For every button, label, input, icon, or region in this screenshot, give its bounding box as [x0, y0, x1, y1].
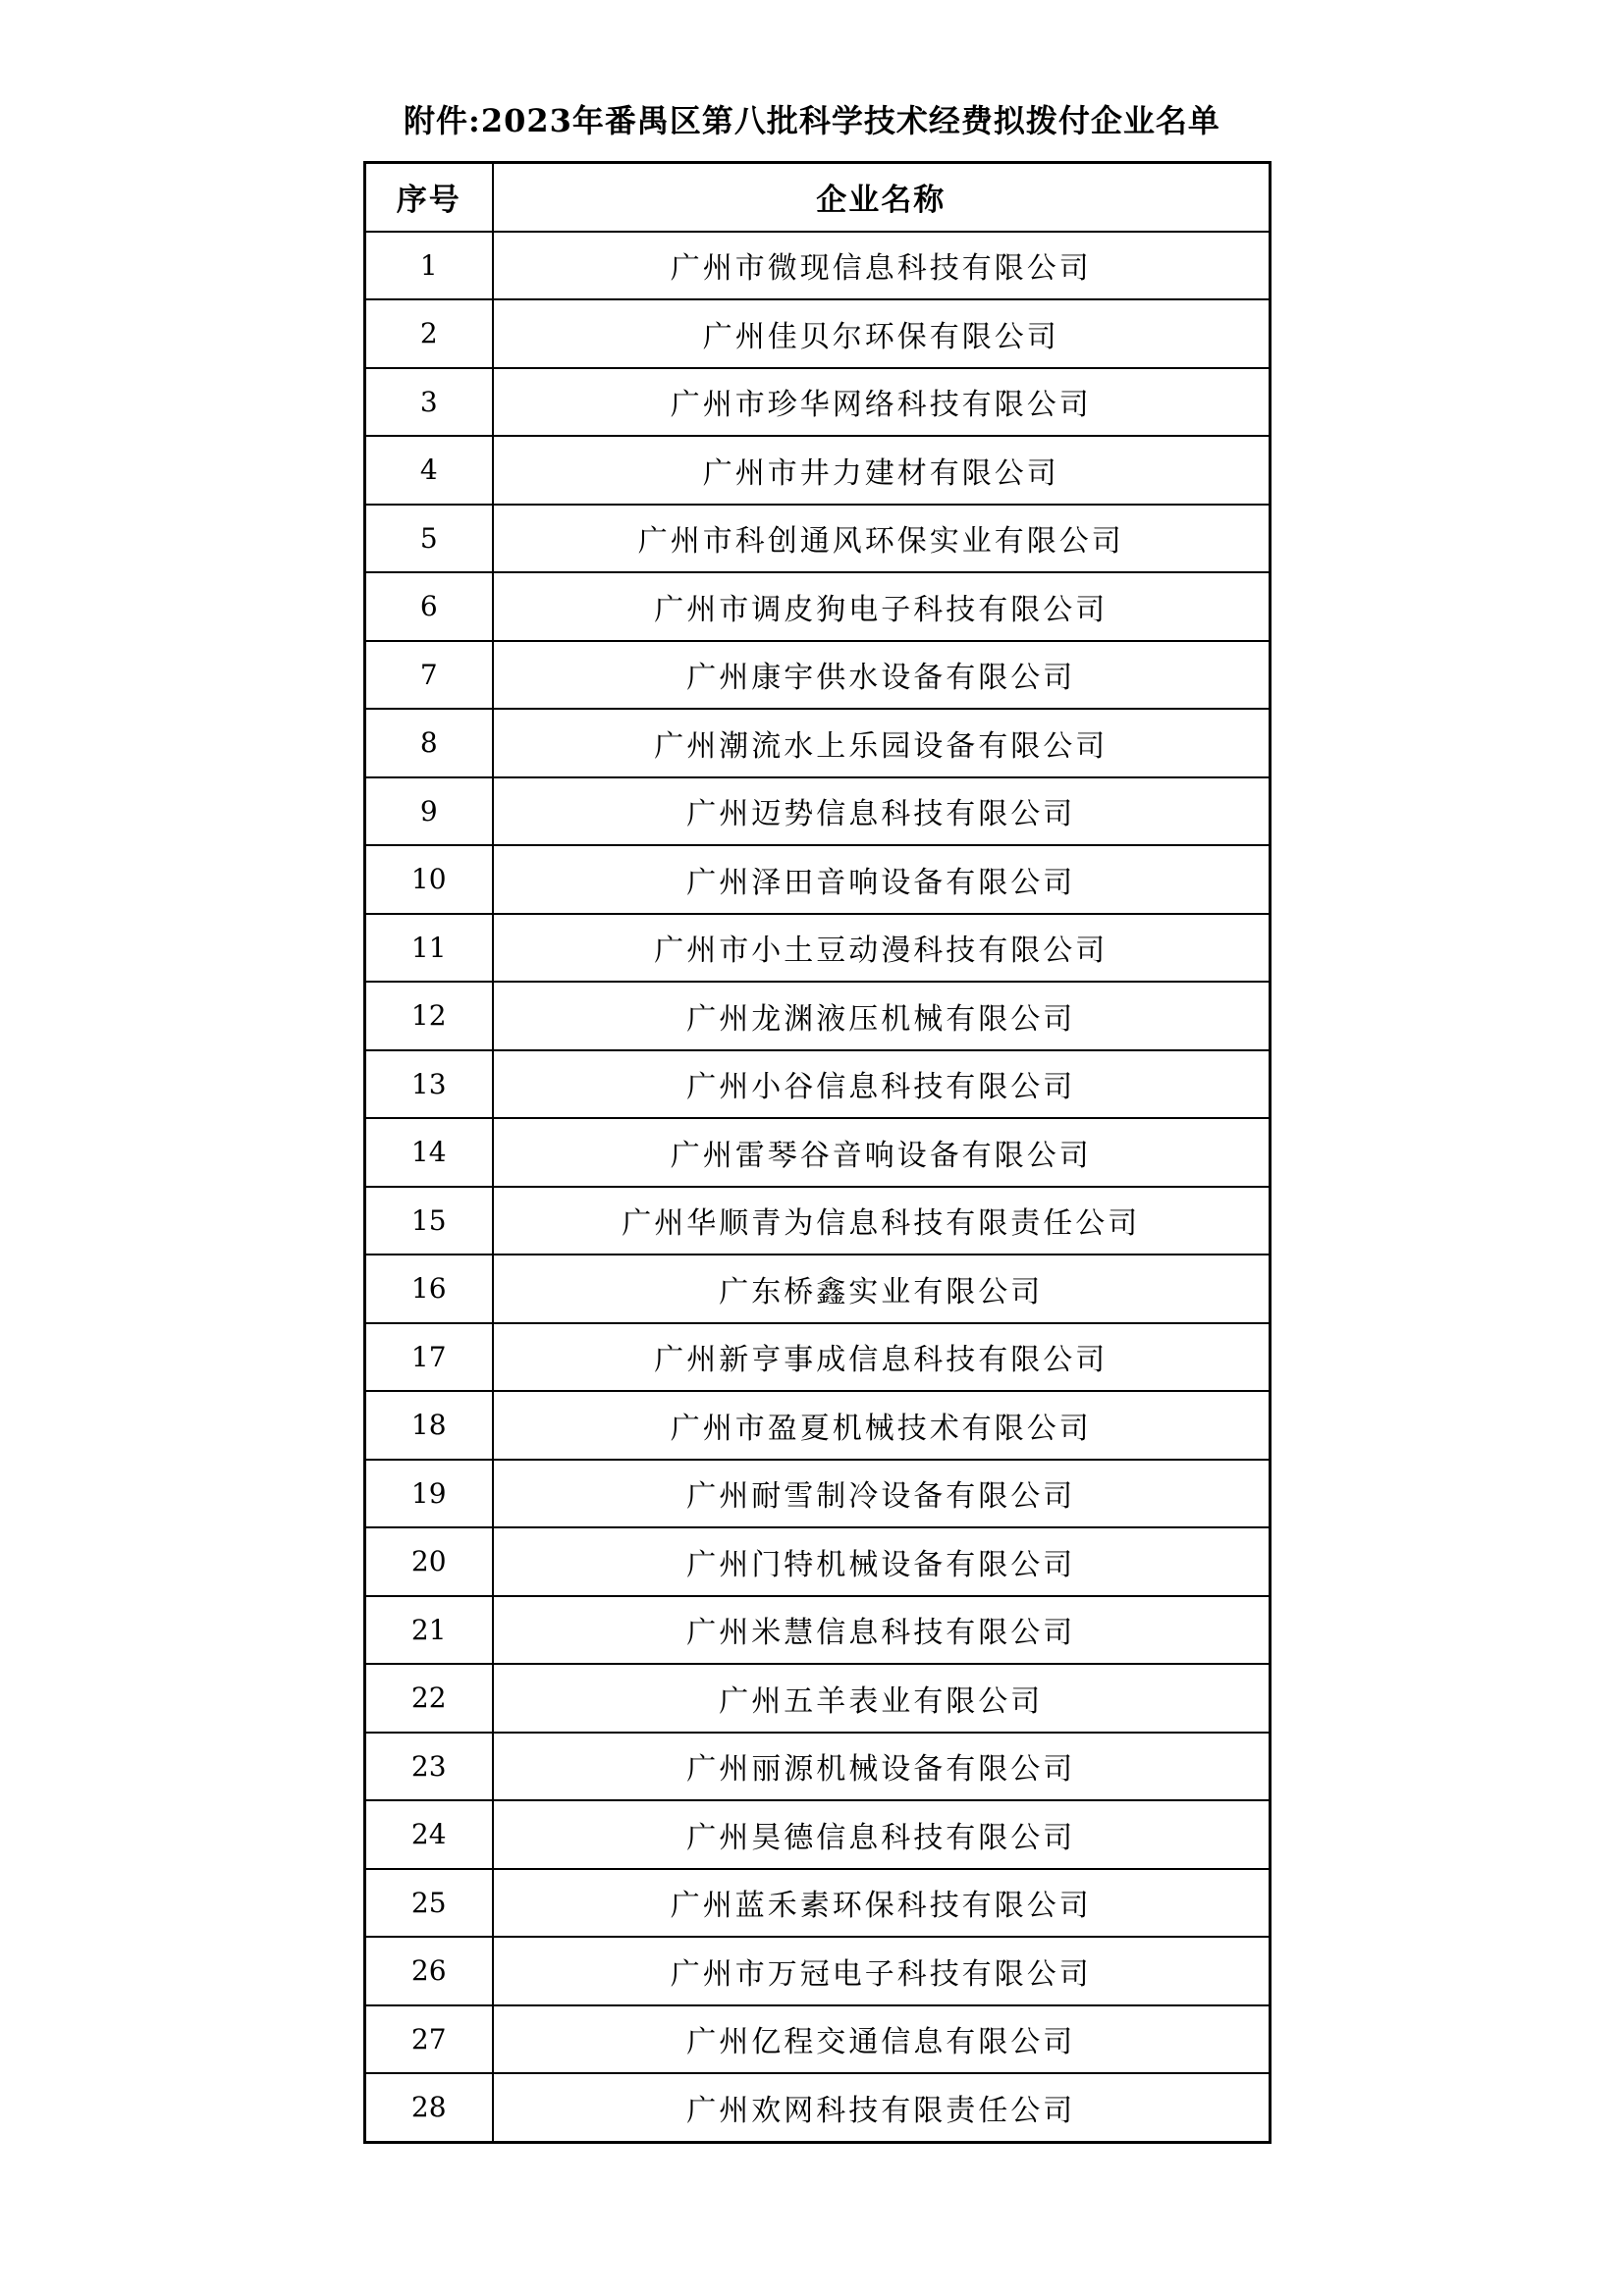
table-row: [365, 1460, 1271, 1528]
row-index: 20: [365, 1527, 493, 1596]
row-index: 15: [365, 1187, 493, 1255]
row-index: 22: [365, 1664, 493, 1733]
table-row: [365, 914, 1271, 983]
row-index: 25: [365, 1869, 493, 1938]
table-row: [365, 1937, 1271, 2005]
row-index: 12: [365, 982, 493, 1050]
table-row: [365, 1323, 1271, 1392]
row-index: 24: [365, 1800, 493, 1869]
table-row: [365, 232, 1271, 300]
table-row: [365, 1527, 1271, 1596]
company-name: 广州市盈夏机械技术有限公司: [493, 1391, 1271, 1460]
company-name: 广州龙渊液压机械有限公司: [493, 982, 1271, 1050]
table-row: [365, 641, 1271, 710]
company-name: 广州市万冠电子科技有限公司: [493, 1937, 1271, 2005]
company-name: 广东桥鑫实业有限公司: [493, 1255, 1271, 1323]
row-index: 16: [365, 1255, 493, 1323]
header-index: 序号: [365, 163, 493, 232]
company-name: 广州蓝禾素环保科技有限公司: [493, 1869, 1271, 1938]
company-name: 广州门特机械设备有限公司: [493, 1527, 1271, 1596]
company-name: 广州丽源机械设备有限公司: [493, 1733, 1271, 1801]
row-index: 23: [365, 1733, 493, 1801]
table-row: [365, 436, 1271, 505]
row-index: 2: [365, 299, 493, 368]
table-row: [365, 1187, 1271, 1255]
company-name: 广州市科创通风环保实业有限公司: [493, 505, 1271, 573]
company-name: 广州新亨事成信息科技有限公司: [493, 1323, 1271, 1392]
company-name: 广州华顺青为信息科技有限责任公司: [493, 1187, 1271, 1255]
row-index: 19: [365, 1460, 493, 1528]
row-index: 26: [365, 1937, 493, 2005]
company-name: 广州雷琴谷音响设备有限公司: [493, 1118, 1271, 1187]
table-row: [365, 368, 1271, 437]
table-row: [365, 572, 1271, 641]
table-row: [365, 1664, 1271, 1733]
table-row: [365, 299, 1271, 368]
row-index: 7: [365, 641, 493, 710]
row-index: 21: [365, 1596, 493, 1665]
table-row: [365, 982, 1271, 1050]
row-index: 11: [365, 914, 493, 983]
company-name: 广州昊德信息科技有限公司: [493, 1800, 1271, 1869]
row-index: 3: [365, 368, 493, 437]
header-company-name: 企业名称: [493, 163, 1271, 232]
company-name: 广州欢网科技有限责任公司: [493, 2073, 1271, 2142]
company-name: 广州小谷信息科技有限公司: [493, 1050, 1271, 1119]
company-name: 广州潮流水上乐园设备有限公司: [493, 709, 1271, 777]
row-index: 1: [365, 232, 493, 300]
table-row: [365, 1050, 1271, 1119]
company-name: 广州五羊表业有限公司: [493, 1664, 1271, 1733]
company-name: 广州市小土豆动漫科技有限公司: [493, 914, 1271, 983]
table-row: [365, 1869, 1271, 1938]
row-index: 28: [365, 2073, 493, 2142]
company-name: 广州市珍华网络科技有限公司: [493, 368, 1271, 437]
table-row: [365, 1596, 1271, 1665]
row-index: 4: [365, 436, 493, 505]
table-row: [365, 709, 1271, 777]
table-row: [365, 1391, 1271, 1460]
table-row: [365, 1733, 1271, 1801]
row-index: 14: [365, 1118, 493, 1187]
company-name: 广州米慧信息科技有限公司: [493, 1596, 1271, 1665]
table-row: [365, 1800, 1271, 1869]
company-name: 广州迈势信息科技有限公司: [493, 777, 1271, 846]
row-index: 10: [365, 845, 493, 914]
company-name: 广州市井力建材有限公司: [493, 436, 1271, 505]
table-row: [365, 1118, 1271, 1187]
row-index: 27: [365, 2005, 493, 2074]
row-index: 18: [365, 1391, 493, 1460]
company-name: 广州泽田音响设备有限公司: [493, 845, 1271, 914]
company-name: 广州亿程交通信息有限公司: [493, 2005, 1271, 2074]
company-name: 广州耐雪制冷设备有限公司: [493, 1460, 1271, 1528]
row-index: 17: [365, 1323, 493, 1392]
row-index: 9: [365, 777, 493, 846]
page-title: 附件:2023年番禺区第八批科学技术经费拟拨付企业名单: [404, 102, 1220, 139]
table-header: [365, 163, 1271, 232]
row-index: 13: [365, 1050, 493, 1119]
row-index: 5: [365, 505, 493, 573]
table-row: [365, 845, 1271, 914]
company-name: 广州佳贝尔环保有限公司: [493, 299, 1271, 368]
company-table: [363, 161, 1272, 2144]
table-row: [365, 1255, 1271, 1323]
table-row: [365, 777, 1271, 846]
company-name: 广州康宇供水设备有限公司: [493, 641, 1271, 710]
company-name: 广州市微现信息科技有限公司: [493, 232, 1271, 300]
row-index: 6: [365, 572, 493, 641]
row-index: 8: [365, 709, 493, 777]
table-row: [365, 505, 1271, 573]
header-row: [365, 163, 1271, 232]
company-name: 广州市调皮狗电子科技有限公司: [493, 572, 1271, 641]
table-row: [365, 2005, 1271, 2074]
table-row: [365, 2073, 1271, 2142]
table-body: [365, 232, 1271, 2143]
